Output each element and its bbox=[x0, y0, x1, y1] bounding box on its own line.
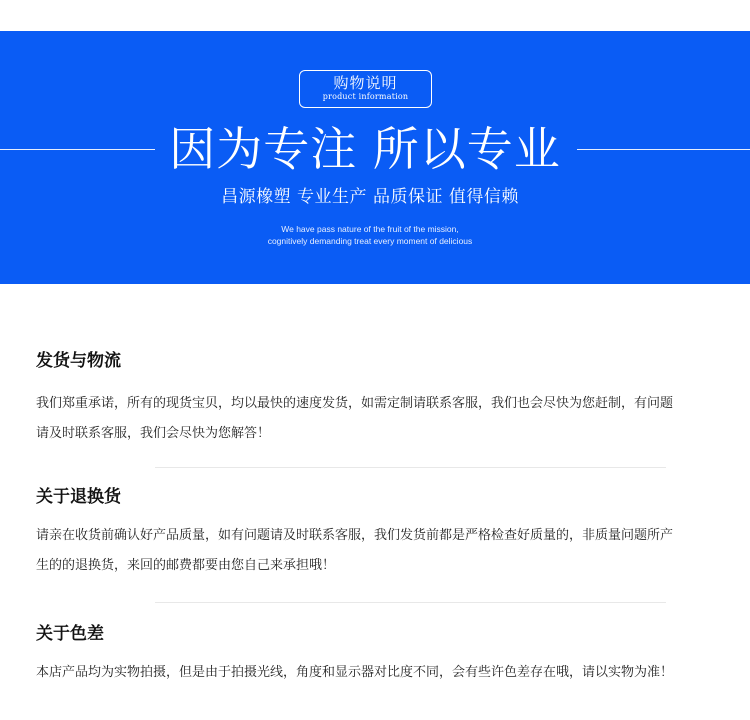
hero-english-line-2: cognitively demanding treat every moment of delicious bbox=[267, 236, 473, 246]
hero-english-line-1: We have pass nature of the fruit of the mission, bbox=[281, 224, 459, 234]
section-divider bbox=[155, 602, 666, 603]
hero-left-rule bbox=[0, 149, 155, 150]
badge-subtitle: product information bbox=[322, 92, 409, 101]
section-heading-returns: 关于退换货 bbox=[36, 487, 121, 507]
section-divider bbox=[155, 467, 666, 468]
section-text-shipping-line1: 我们郑重承诺，所有的现货宝贝，均以最快的速度发货，如需定制请联系客服，我们也会尽快为您赶制，有问题 bbox=[36, 396, 674, 411]
section-text-returns-line2: 生的的退换货，来回的邮费都要由您自己来承担哦！ bbox=[36, 558, 336, 573]
hero-title: 因为专注 所以专业 bbox=[169, 122, 561, 176]
section-text-shipping-line2: 请及时联系客服，我们会尽快为您解答！ bbox=[36, 426, 271, 441]
top-whitespace bbox=[0, 0, 750, 31]
section-color-difference bbox=[36, 622, 726, 688]
section-text-returns-line1: 请亲在收货前确认好产品质量，如有问题请及时联系客服，我们发货前都是严格检查好质量的，非质量问题所产 bbox=[36, 528, 674, 543]
hero-subtitle: 昌源橡塑 专业生产 品质保证 值得信赖 bbox=[221, 187, 519, 207]
section-heading-color: 关于色差 bbox=[36, 624, 104, 644]
section-heading-shipping: 发货与物流 bbox=[36, 351, 121, 371]
section-text-color-line1: 本店产品均为实物拍摄，但是由于拍摄光线，角度和显示器对比度不同，会有些许色差存在哦，请以实物为准！ bbox=[36, 665, 674, 680]
badge-title: 购物说明 bbox=[333, 74, 398, 92]
hero-banner bbox=[0, 31, 750, 284]
hero-english-text bbox=[200, 223, 540, 247]
section-shipping bbox=[36, 349, 726, 449]
product-info-badge bbox=[299, 70, 432, 108]
hero-right-rule bbox=[577, 149, 750, 150]
section-returns bbox=[36, 485, 726, 581]
